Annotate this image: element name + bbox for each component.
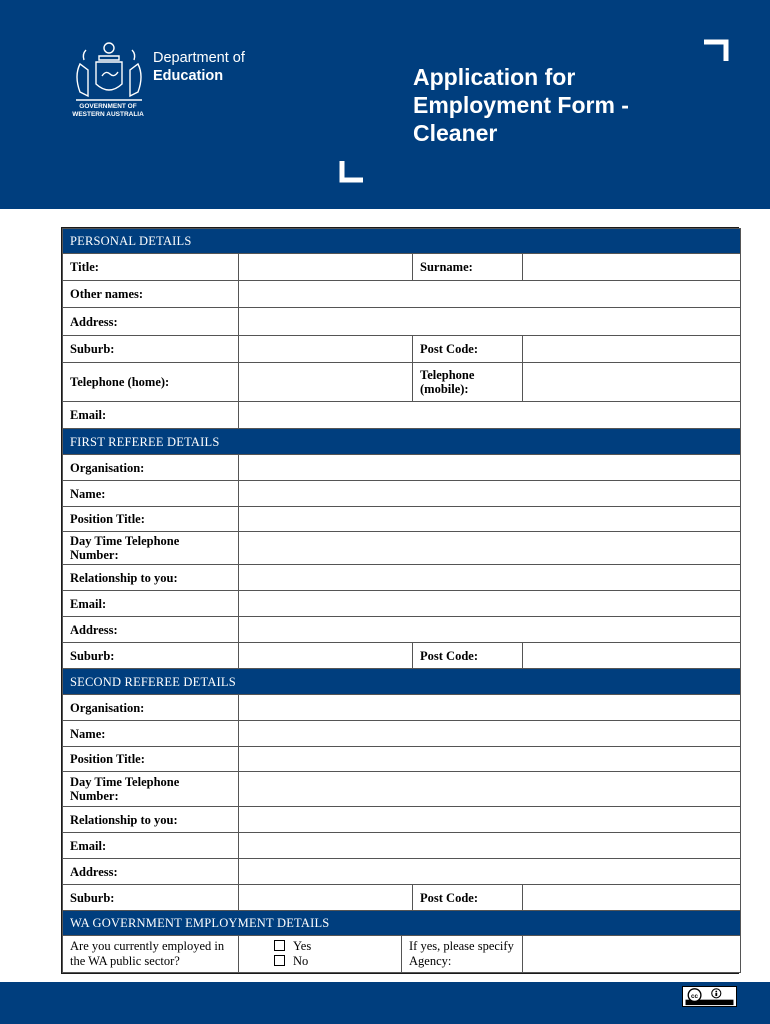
referee1-postcode-input[interactable]	[523, 643, 741, 669]
referee1-organisation-label: Organisation:	[63, 455, 239, 481]
referee1-address-label: Address:	[63, 617, 239, 643]
telephone-mobile-label	[413, 363, 523, 402]
referee2-suburb-label: Suburb:	[63, 885, 239, 911]
option-no-label: No	[293, 954, 309, 968]
title-input[interactable]	[239, 254, 413, 281]
agency-specify-label	[402, 936, 523, 973]
postcode-label: Post Code:	[413, 336, 523, 363]
referee2-phone-label-line-1: Day Time Telephone	[70, 775, 180, 789]
referee2-relationship-input[interactable]	[239, 807, 741, 833]
referee1-phone-label-line-1: Day Time Telephone	[70, 534, 180, 548]
suburb-label: Suburb:	[63, 336, 239, 363]
title-line-1: Application for	[413, 64, 576, 90]
referee2-relationship-label: Relationship to you:	[63, 807, 239, 833]
referee2-phone-input[interactable]	[239, 772, 741, 807]
referee1-name-input[interactable]	[239, 481, 741, 507]
telephone-home-label: Telephone (home):	[63, 363, 239, 402]
option-no[interactable]	[272, 954, 394, 969]
other-names-label: Other names:	[63, 281, 239, 308]
referee1-suburb-label: Suburb:	[63, 643, 239, 669]
email-label: Email:	[63, 402, 239, 429]
section-heading-personal	[63, 229, 741, 254]
wa-public-sector-question	[63, 936, 239, 973]
option-yes-label: Yes	[293, 939, 312, 953]
referee2-postcode-label: Post Code:	[413, 885, 523, 911]
option-yes[interactable]	[272, 939, 394, 954]
referee1-phone-input[interactable]	[239, 532, 741, 565]
referee1-position-input[interactable]	[239, 507, 741, 532]
referee2-phone-label-line-2: Number:	[70, 789, 119, 803]
referee2-email-label: Email:	[63, 833, 239, 859]
referee1-name-label: Name:	[63, 481, 239, 507]
postcode-input[interactable]	[523, 336, 741, 363]
footer-banner	[0, 982, 770, 1024]
referee2-suburb-input[interactable]	[239, 885, 413, 911]
corner-bracket-icon	[704, 39, 729, 61]
section-title: PERSONAL DETAILS	[63, 229, 741, 254]
referee2-organisation-label: Organisation:	[63, 695, 239, 721]
government-line-1: GOVERNMENT OF	[79, 103, 137, 110]
government-caption	[58, 103, 158, 119]
referee2-phone-label	[63, 772, 239, 807]
specify-line-1: If yes, please specify	[409, 939, 514, 953]
specify-line-2: Agency:	[409, 954, 452, 968]
telephone-home-input[interactable]	[239, 363, 413, 402]
referee2-postcode-input[interactable]	[523, 885, 741, 911]
surname-input[interactable]	[523, 254, 741, 281]
referee1-postcode-label: Post Code:	[413, 643, 523, 669]
page-title	[413, 63, 703, 147]
referee2-name-label: Name:	[63, 721, 239, 747]
svg-text:cc: cc	[691, 992, 699, 1000]
referee1-phone-label	[63, 532, 239, 565]
header-banner	[0, 0, 770, 209]
section-heading-second-referee	[63, 669, 741, 695]
referee1-relationship-input[interactable]	[239, 565, 741, 591]
referee1-phone-label-line-2: Number:	[70, 548, 119, 562]
address-input[interactable]	[239, 308, 741, 336]
telephone-mobile-input[interactable]	[523, 363, 741, 402]
question-line-1: Are you currently employed in	[70, 939, 225, 953]
referee1-organisation-input[interactable]	[239, 455, 741, 481]
telephone-mobile-label-line-2: (mobile):	[420, 382, 469, 396]
referee2-position-label: Position Title:	[63, 747, 239, 772]
department-line-2: Education	[153, 68, 224, 84]
section-title: FIRST REFEREE DETAILS	[63, 429, 741, 455]
department-line-1: Department of	[153, 50, 245, 66]
referee1-address-input[interactable]	[239, 617, 741, 643]
other-names-input[interactable]	[239, 281, 741, 308]
referee2-email-input[interactable]	[239, 833, 741, 859]
email-input[interactable]	[239, 402, 741, 429]
address-label: Address:	[63, 308, 239, 336]
title-line-3: Cleaner	[413, 120, 498, 146]
referee2-organisation-input[interactable]	[239, 695, 741, 721]
title-line-2: Employment Form -	[413, 92, 629, 118]
agency-input[interactable]	[523, 936, 741, 973]
referee1-position-label: Position Title:	[63, 507, 239, 532]
section-title: SECOND REFEREE DETAILS	[63, 669, 741, 695]
question-line-2: the WA public sector?	[70, 954, 180, 968]
title-label: Title:	[63, 254, 239, 281]
coat-of-arms-logo	[66, 40, 152, 106]
section-heading-wa-government	[63, 911, 741, 936]
surname-label: Surname:	[413, 254, 523, 281]
referee1-email-input[interactable]	[239, 591, 741, 617]
government-line-2: WESTERN AUSTRALIA	[72, 111, 144, 118]
referee2-name-input[interactable]	[239, 721, 741, 747]
department-name	[153, 49, 245, 85]
suburb-input[interactable]	[239, 336, 413, 363]
telephone-mobile-label-line-1: Telephone	[420, 368, 475, 382]
referee2-position-input[interactable]	[239, 747, 741, 772]
referee2-address-label: Address:	[63, 859, 239, 885]
application-form	[61, 227, 739, 974]
wa-public-sector-options	[239, 936, 402, 973]
section-title: WA GOVERNMENT EMPLOYMENT DETAILS	[63, 911, 741, 936]
no-checkbox[interactable]	[274, 955, 285, 966]
referee2-address-input[interactable]	[239, 859, 741, 885]
creative-commons-icon	[682, 986, 737, 1007]
referee1-email-label: Email:	[63, 591, 239, 617]
referee1-relationship-label: Relationship to you:	[63, 565, 239, 591]
referee1-suburb-input[interactable]	[239, 643, 413, 669]
corner-bracket-icon	[339, 161, 363, 183]
section-heading-first-referee	[63, 429, 741, 455]
yes-checkbox[interactable]	[274, 940, 285, 951]
